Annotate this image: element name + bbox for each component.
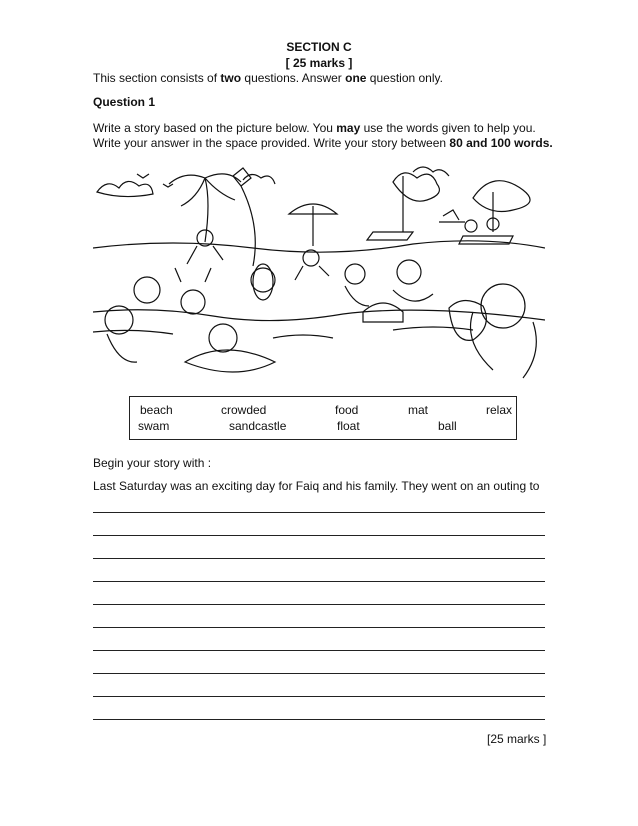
question-bold-may: may — [336, 121, 361, 135]
writing-line[interactable] — [93, 581, 545, 582]
writing-line[interactable] — [93, 604, 545, 605]
question-text: Write a story based on the picture below. You — [93, 121, 337, 135]
writing-line[interactable] — [93, 512, 545, 513]
word-bank-box — [129, 396, 517, 440]
question-text: use the words given to help you. — [360, 121, 536, 135]
word-beach: beach — [140, 403, 173, 417]
beach-scene-picture — [93, 162, 545, 384]
word-relax: relax — [486, 403, 513, 417]
instruction-text: This section consists of — [93, 71, 221, 85]
writing-line[interactable] — [93, 673, 545, 674]
section-instruction — [93, 71, 443, 85]
writing-line[interactable] — [93, 696, 545, 697]
writing-line[interactable] — [93, 535, 545, 536]
writing-line[interactable] — [93, 650, 545, 651]
question-title: Question 1 — [93, 95, 156, 109]
word-float: float — [337, 419, 360, 433]
question-bold-word-count: 80 and 100 words. — [449, 136, 553, 150]
instruction-bold-two: two — [220, 71, 242, 85]
writing-line[interactable] — [93, 558, 545, 559]
word-sandcastle: sandcastle — [229, 419, 287, 433]
total-marks: [25 marks ] — [487, 732, 547, 746]
instruction-text: question only. — [366, 71, 443, 85]
question-line-2 — [93, 136, 553, 150]
writing-line[interactable] — [93, 627, 545, 628]
word-food: food — [335, 403, 359, 417]
word-mat: mat — [408, 403, 429, 417]
instruction-text: questions. Answer — [241, 71, 346, 85]
word-crowded: crowded — [221, 403, 267, 417]
section-marks: [ 25 marks ] — [285, 56, 353, 70]
word-ball: ball — [438, 419, 457, 433]
word-swam: swam — [138, 419, 170, 433]
instruction-bold-one: one — [345, 71, 367, 85]
writing-line[interactable] — [93, 719, 545, 720]
story-opening: Last Saturday was an exciting day for Faiq and his family. They went on an outing to — [93, 479, 540, 493]
question-line-1 — [93, 121, 536, 135]
section-title: SECTION C — [286, 40, 352, 54]
question-text: Write your answer in the space provided. Write your story between — [93, 136, 450, 150]
begin-label: Begin your story with : — [93, 456, 212, 470]
